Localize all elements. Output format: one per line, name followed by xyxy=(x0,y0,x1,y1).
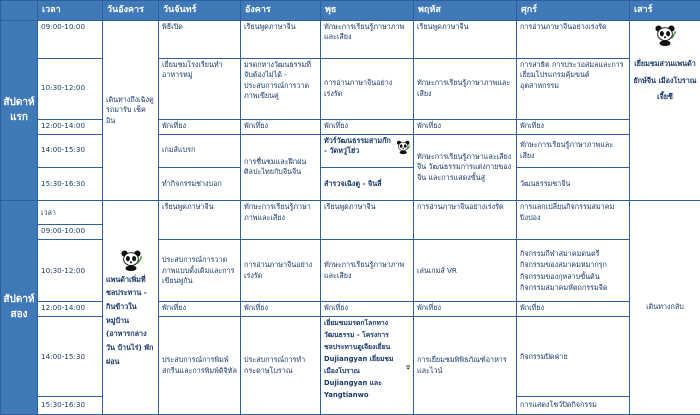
week1-mon-5: ทำกิจกรรมช่างบอก xyxy=(159,167,241,200)
week1-tue-2: มรดกทางวัฒนธรรมที่จับต้องไม่ได้ - ประสบการณ์การวาดภาพเขียนคู่ xyxy=(241,58,321,119)
week2-thu-4: การเยี่ยมชมพิพิธภัณฑ์อาหารและไวน์ xyxy=(414,317,517,415)
week2-mon-3: พักเที่ยง xyxy=(159,302,241,317)
week2-sat-cell: เดินทางกลับ xyxy=(630,201,700,415)
week1-tue-4: การชื่นชมและฝึกฝนศิลปะไทยกับจีนจีน xyxy=(241,134,321,201)
week2-mon-4: ประสบการณ์การพิมพ์สกรีนและการพิมพ์ดิจิทัล xyxy=(159,317,241,415)
week1-sat-text: เยี่ยมชมสวนแพนด้ายักษ์จีน เมืองโบราณเจี้ยซี xyxy=(633,59,697,102)
week1-thu-2: ทักษะการเรียนรู้ภาษาภาพและเสียง xyxy=(414,58,517,119)
week1-row-1 xyxy=(1,21,700,59)
week2-row-1 xyxy=(1,201,700,225)
header-row xyxy=(1,1,700,21)
week1-sat-cell xyxy=(630,21,700,201)
week2-wed-4-text: เยี่ยมชมมรดกโลกทางวัฒนธรรม - โครงการชลประทานตูเจียงเยี่ยน Dujiangyan เยี่ยมชมเมืองโบราณ Dujiangyan และ Yangtianwo xyxy=(324,319,394,399)
week1-thu-4: ทักษะการเรียนรู้ภาษาและเสียงจีน วัฒนธรรมการแต่งกายของจีน และการแสดงขั้นสู่ xyxy=(414,134,517,201)
header-day-7: เสาร์ xyxy=(630,1,700,21)
week2-fri-4: กิจกรรมปิดค่าย xyxy=(517,317,630,397)
week1-sun-text: เดินทางถึงเฉิงตูรถมารับ เช็คอิน xyxy=(106,94,154,125)
week2-tue-2: การอ่านภาษาจีนอย่างเร่งรัด xyxy=(241,240,321,302)
week2-sun-text: แพนด้าเพิ่มที่ชลประทาน - กินข้าวในหมู่บ้าน (อาหารกลางวัน บ้านไร่) พักผ่อน xyxy=(106,274,154,366)
week2-mon-2: ประสบการณ์การวาดภาพแบบดั้งเดิมและการเขียนพู่กัน xyxy=(159,240,241,302)
week2-time-1: เวลา xyxy=(38,201,103,225)
header-day-3: อังคาร xyxy=(241,1,321,21)
header-day-2: วันจันทร์ xyxy=(159,1,241,21)
header-time: เวลา xyxy=(38,1,103,21)
week2-wed-3: พักเที่ยง xyxy=(321,302,414,317)
week1-fri-5: วัฒนธรรมชาจีน xyxy=(517,167,630,200)
week1-fri-1: การอ่านภาษาจีนอย่างเร่งรัด xyxy=(517,21,630,59)
week2-time-6: 15:30-16:30 xyxy=(38,397,103,415)
week1-mon-1: พิธีเปิด xyxy=(159,21,241,59)
week1-sun-cell xyxy=(103,21,159,201)
week2-mon-1: เรียนพูดภาษาจีน xyxy=(159,201,241,240)
week2-fri-5: การแสดงโชว์ปิดกิจกรรม xyxy=(517,397,630,415)
week2-time-3: 10:30-12:00 xyxy=(38,240,103,302)
week2-fri-2: กิจกรรมกีฬาสมาคมดนตรี กิจกรรมของสมาคมหมากรุก กิจกรรมของกุหลาบขั้นต้น กิจกรรมสมาคมหัตถกรรมจีด xyxy=(517,240,630,302)
week1-fri-4: ทักษะการเรียนรู้ภาษาภาพและเสียง xyxy=(517,134,630,167)
week2-time-2: 09:00-10:00 xyxy=(38,225,103,240)
week2-fri-1: การแลกเปลี่ยนกิจกรรมสมาคมปิงปอง xyxy=(517,201,630,240)
week2-tue-4: ประสบการณ์การทำกระดาษโบราณ xyxy=(241,317,321,415)
header-day-1: วันอังคาร xyxy=(103,1,159,21)
week1-thu-3: พักเที่ยง xyxy=(414,119,517,134)
week1-mon-2: เยี่ยมชมโรงเรียนทำอาหารหมู่ xyxy=(159,58,241,119)
panda-icon xyxy=(396,136,410,158)
week2-time-4: 12:00-14:00 xyxy=(38,302,103,317)
week1-thu-1: เรียนพูดภาษาจีน xyxy=(414,21,517,59)
week2-thu-1: การอ่านภาษาจีนอย่างเร่งรัด xyxy=(414,201,517,240)
week2-fri-3: พักเที่ยง xyxy=(517,302,630,317)
week2-thu-3: พักเที่ยง xyxy=(414,302,517,317)
week2-label: สัปดาห์สอง xyxy=(1,201,38,415)
week2-sun-cell xyxy=(103,201,159,415)
week1-wed-4-text: ทัวร์วัฒนธรรมสามก๊ก - วัดหวู่โฮ่ว xyxy=(324,135,391,155)
week2-tue-1: ทักษะการเรียนรู้ภาษาภาพและเสียง xyxy=(241,201,321,240)
week2-tue-3: พักเที่ยง xyxy=(241,302,321,317)
week1-fri-2: การสาธิต การประวอสมลและการเยี่ยมโปรแกรมคุ้มขนต์อุตสาหกรรม xyxy=(517,58,630,119)
week1-wed-1: ทักษะการเรียนรู้ภาษาภาพและเสียง xyxy=(321,21,414,59)
week1-wed-5: สำรวจเฉิงตู - จินลี่ xyxy=(321,167,414,200)
week2-wed-2: ทักษะการเรียนรู้ภาษาภาพและเสียง xyxy=(321,240,414,302)
week1-tue-1: เรียนพูดภาษาจีน xyxy=(241,21,321,59)
week1-mon-4: เกมส์แบรก xyxy=(159,134,241,167)
week1-time-2: 10:30-12:00 xyxy=(38,58,103,119)
header-day-6: ศุกร์ xyxy=(517,1,630,21)
week1-wed-2: การอ่านภาษาจีนอย่างเร่งรัด xyxy=(321,58,414,119)
week2-wed-4 xyxy=(321,317,414,415)
header-day-5: พฤหัส xyxy=(414,1,517,21)
panda-icon xyxy=(406,356,410,378)
week1-time-3: 12:00-14:00 xyxy=(38,119,103,134)
panda-icon xyxy=(120,249,142,271)
week1-mon-3: พักเที่ยง xyxy=(159,119,241,134)
header-corner xyxy=(1,1,38,21)
week1-time-5: 15:30-16:30 xyxy=(38,167,103,200)
week1-time-1: 09:00-10:00 xyxy=(38,21,103,59)
week2-time-5: 14:00-15:30 xyxy=(38,317,103,397)
header-day-4: พุธ xyxy=(321,1,414,21)
week1-wed-4 xyxy=(321,134,414,167)
panda-icon xyxy=(654,24,676,46)
week1-wed-3: พักเที่ยง xyxy=(321,119,414,134)
week1-label: สัปดาห์แรก xyxy=(1,21,38,201)
week2-thu-2: เล่นเกมส์ VR xyxy=(414,240,517,302)
week1-fri-3: พักเที่ยง xyxy=(517,119,630,134)
week1-tue-3: พักเที่ยง xyxy=(241,119,321,134)
week1-time-4: 14:00-15:30 xyxy=(38,134,103,167)
week2-wed-1: เรียนพูดภาษาจีน xyxy=(321,201,414,240)
